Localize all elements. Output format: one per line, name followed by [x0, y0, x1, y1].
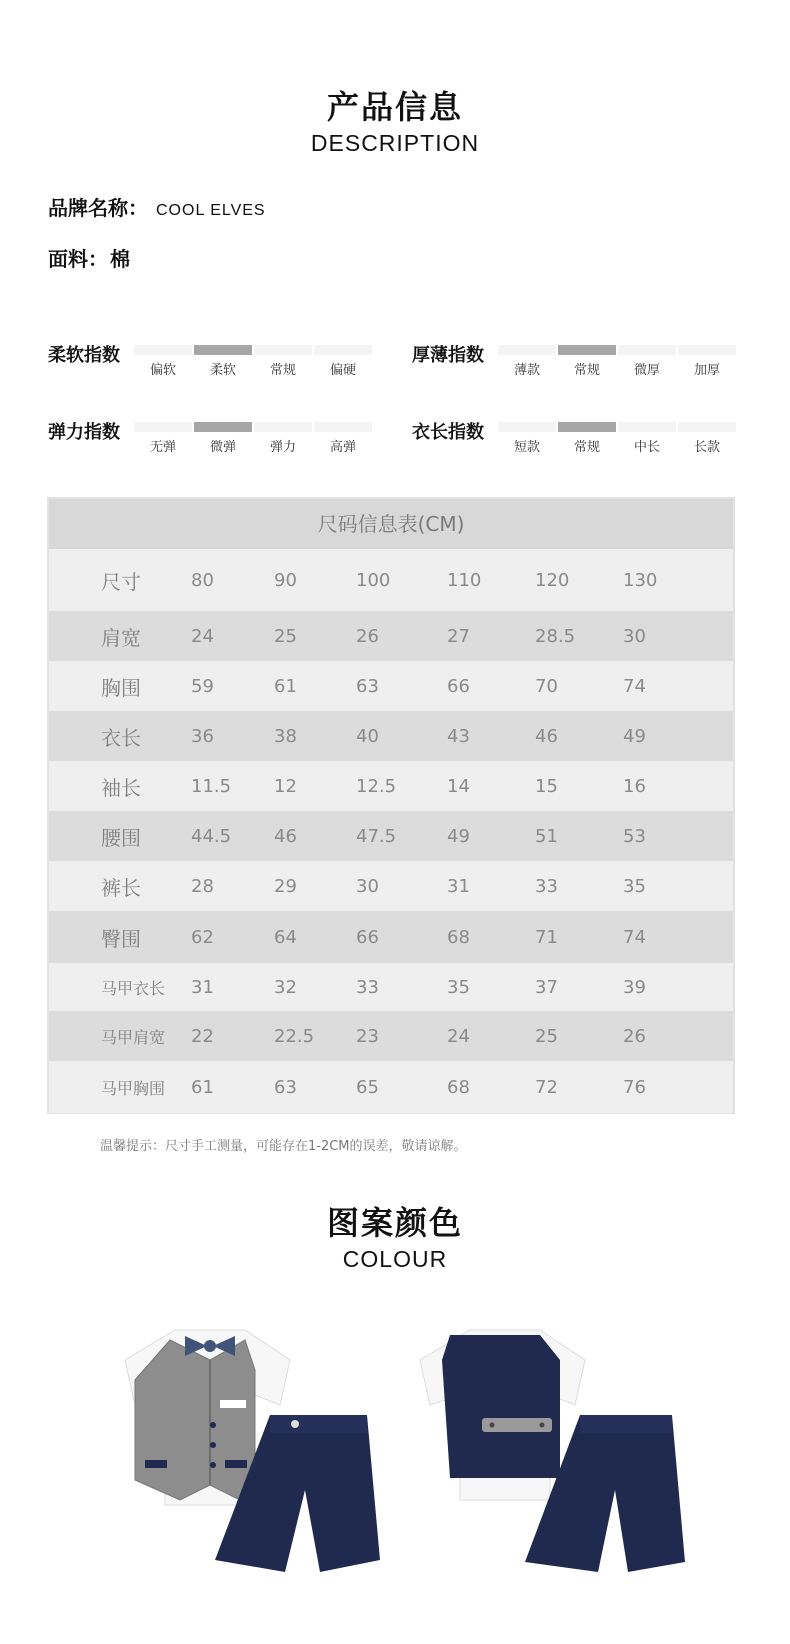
index-block: [412, 418, 742, 458]
table-cell: 26: [356, 625, 379, 647]
index-option-label: 高弹: [329, 440, 356, 455]
product-front-image: [105, 1300, 395, 1580]
size-table-caption: 尺码信息表(CM): [49, 499, 733, 549]
index-option-label: 常规: [269, 363, 296, 378]
table-cell: 120: [535, 569, 570, 591]
table-cell: 31: [191, 976, 214, 998]
table-cell: 16: [623, 775, 646, 797]
index-bar: [678, 345, 736, 355]
table-cell: 25: [535, 1025, 558, 1047]
table-cell: 35: [447, 976, 470, 998]
table-cell: 29: [274, 875, 297, 897]
index-bar: [134, 345, 192, 355]
row-label: 臀围: [101, 926, 141, 951]
table-cell: 74: [623, 926, 646, 948]
table-cell: 30: [356, 875, 379, 897]
table-cell: 12: [274, 775, 297, 797]
index-bar: [498, 345, 556, 355]
table-cell: 72: [535, 1076, 558, 1098]
fabric-label: 面料：: [48, 247, 108, 271]
table-row: [49, 1061, 733, 1113]
index-option-label: 偏软: [149, 363, 176, 378]
index-title: 柔软指数: [48, 345, 120, 366]
table-cell: 11.5: [191, 775, 232, 797]
table-row: [49, 811, 733, 861]
table-cell: 64: [274, 926, 297, 948]
table-cell: 63: [356, 675, 379, 697]
table-cell: 30: [623, 625, 646, 647]
index-bar: [314, 422, 372, 432]
table-row: [49, 611, 733, 661]
table-row: [49, 661, 733, 711]
row-label: 尺寸: [101, 569, 141, 594]
table-cell: 43: [447, 725, 470, 747]
table-cell: 76: [623, 1076, 646, 1098]
table-cell: 47.5: [356, 825, 397, 847]
description-title-cn: 产品信息: [326, 88, 463, 126]
table-cell: 26: [623, 1025, 646, 1047]
table-cell: 22.5: [274, 1025, 315, 1047]
table-cell: 25: [274, 625, 297, 647]
index-bar-selected: [558, 345, 616, 355]
table-cell: 68: [447, 926, 470, 948]
table-row: [49, 711, 733, 761]
index-bar: [254, 422, 312, 432]
table-cell: 49: [623, 725, 646, 747]
index-bar: [618, 422, 676, 432]
row-label: 肩宽: [101, 625, 141, 650]
brand-label: 品牌名称：: [48, 196, 148, 220]
table-cell: 80: [191, 569, 214, 591]
index-option-label: 常规: [573, 363, 600, 378]
table-row: [49, 549, 733, 611]
index-bar-selected: [194, 345, 252, 355]
table-cell: 49: [447, 825, 470, 847]
fabric-value: 棉: [110, 249, 131, 271]
table-row: [49, 1011, 733, 1061]
table-cell: 12.5: [356, 775, 397, 797]
table-cell: 61: [274, 675, 297, 697]
table-cell: 40: [356, 725, 379, 747]
index-title: 弹力指数: [48, 422, 120, 443]
table-cell: 100: [356, 569, 391, 591]
table-cell: 22: [191, 1025, 214, 1047]
index-option-label: 柔软: [209, 363, 236, 378]
row-label: 马甲胸围: [101, 1078, 166, 1098]
index-block: [48, 418, 378, 458]
index-option-label: 长款: [693, 440, 720, 455]
brand-value: COOL ELVES: [156, 202, 266, 219]
colour-title-en: COLOUR: [342, 1246, 448, 1272]
table-cell: 44.5: [191, 825, 232, 847]
table-cell: 15: [535, 775, 558, 797]
index-bar-selected: [194, 422, 252, 432]
index-block: [48, 341, 378, 381]
index-option-label: 微厚: [633, 363, 660, 378]
table-cell: 59: [191, 675, 214, 697]
table-cell: 35: [623, 875, 646, 897]
table-cell: 68: [447, 1076, 470, 1098]
index-option-label: 常规: [573, 440, 600, 455]
table-cell: 53: [623, 825, 646, 847]
table-cell: 130: [623, 569, 658, 591]
index-option-label: 偏硬: [329, 363, 356, 378]
table-row: [49, 861, 733, 911]
table-cell: 66: [356, 926, 379, 948]
index-bar: [314, 345, 372, 355]
row-label: 袖长: [101, 775, 141, 800]
fabric-row: [48, 243, 131, 272]
index-option-label: 无弹: [149, 440, 176, 455]
table-cell: 63: [274, 1076, 297, 1098]
table-cell: 51: [535, 825, 558, 847]
index-bar: [678, 422, 736, 432]
table-cell: 38: [274, 725, 297, 747]
index-bar: [498, 422, 556, 432]
table-row: [49, 761, 733, 811]
description-heading: [0, 82, 790, 157]
row-label: 胸围: [101, 675, 141, 700]
index-option-label: 加厚: [693, 363, 720, 378]
table-cell: 110: [447, 569, 482, 591]
table-cell: 24: [447, 1025, 470, 1047]
table-cell: 65: [356, 1076, 379, 1098]
colour-heading: [0, 1198, 790, 1273]
table-cell: 24: [191, 625, 214, 647]
index-bar: [134, 422, 192, 432]
table-cell: 90: [274, 569, 297, 591]
index-option-label: 微弹: [209, 440, 236, 455]
table-cell: 36: [191, 725, 214, 747]
row-label: 裤长: [101, 875, 141, 900]
colour-title-cn: 图案颜色: [326, 1204, 463, 1242]
table-cell: 74: [623, 675, 646, 697]
row-label: 腰围: [101, 825, 141, 850]
table-cell: 66: [447, 675, 470, 697]
size-table: [47, 497, 735, 1114]
table-cell: 33: [356, 976, 379, 998]
measurement-note: 温馨提示：尺寸手工测量，可能存在1-2CM的误差，敬请谅解。: [100, 1139, 467, 1154]
description-title-en: DESCRIPTION: [310, 130, 480, 156]
index-bar: [254, 345, 312, 355]
table-cell: 28.5: [535, 625, 576, 647]
brand-row: [48, 192, 266, 221]
table-cell: 32: [274, 976, 297, 998]
table-row: [49, 963, 733, 1011]
table-cell: 70: [535, 675, 558, 697]
row-label: 衣长: [101, 725, 141, 750]
index-title: 衣长指数: [412, 422, 484, 443]
table-cell: 46: [535, 725, 558, 747]
row-label: 马甲肩宽: [101, 1027, 166, 1047]
table-cell: 39: [623, 976, 646, 998]
index-option-label: 弹力: [269, 440, 296, 455]
index-option-label: 中长: [633, 440, 660, 455]
table-cell: 62: [191, 926, 214, 948]
product-back-image: [410, 1300, 700, 1580]
table-cell: 46: [274, 825, 297, 847]
index-bar: [618, 345, 676, 355]
table-cell: 14: [447, 775, 470, 797]
table-cell: 27: [447, 625, 470, 647]
table-cell: 28: [191, 875, 214, 897]
table-cell: 31: [447, 875, 470, 897]
index-title: 厚薄指数: [412, 345, 484, 366]
index-bar-selected: [558, 422, 616, 432]
index-block: [412, 341, 742, 381]
index-option-label: 薄款: [513, 363, 540, 378]
table-cell: 23: [356, 1025, 379, 1047]
row-label: 马甲衣长: [101, 978, 166, 998]
table-cell: 71: [535, 926, 558, 948]
table-row: [49, 911, 733, 963]
index-option-label: 短款: [513, 440, 540, 455]
table-cell: 37: [535, 976, 558, 998]
table-cell: 33: [535, 875, 558, 897]
table-cell: 61: [191, 1076, 214, 1098]
